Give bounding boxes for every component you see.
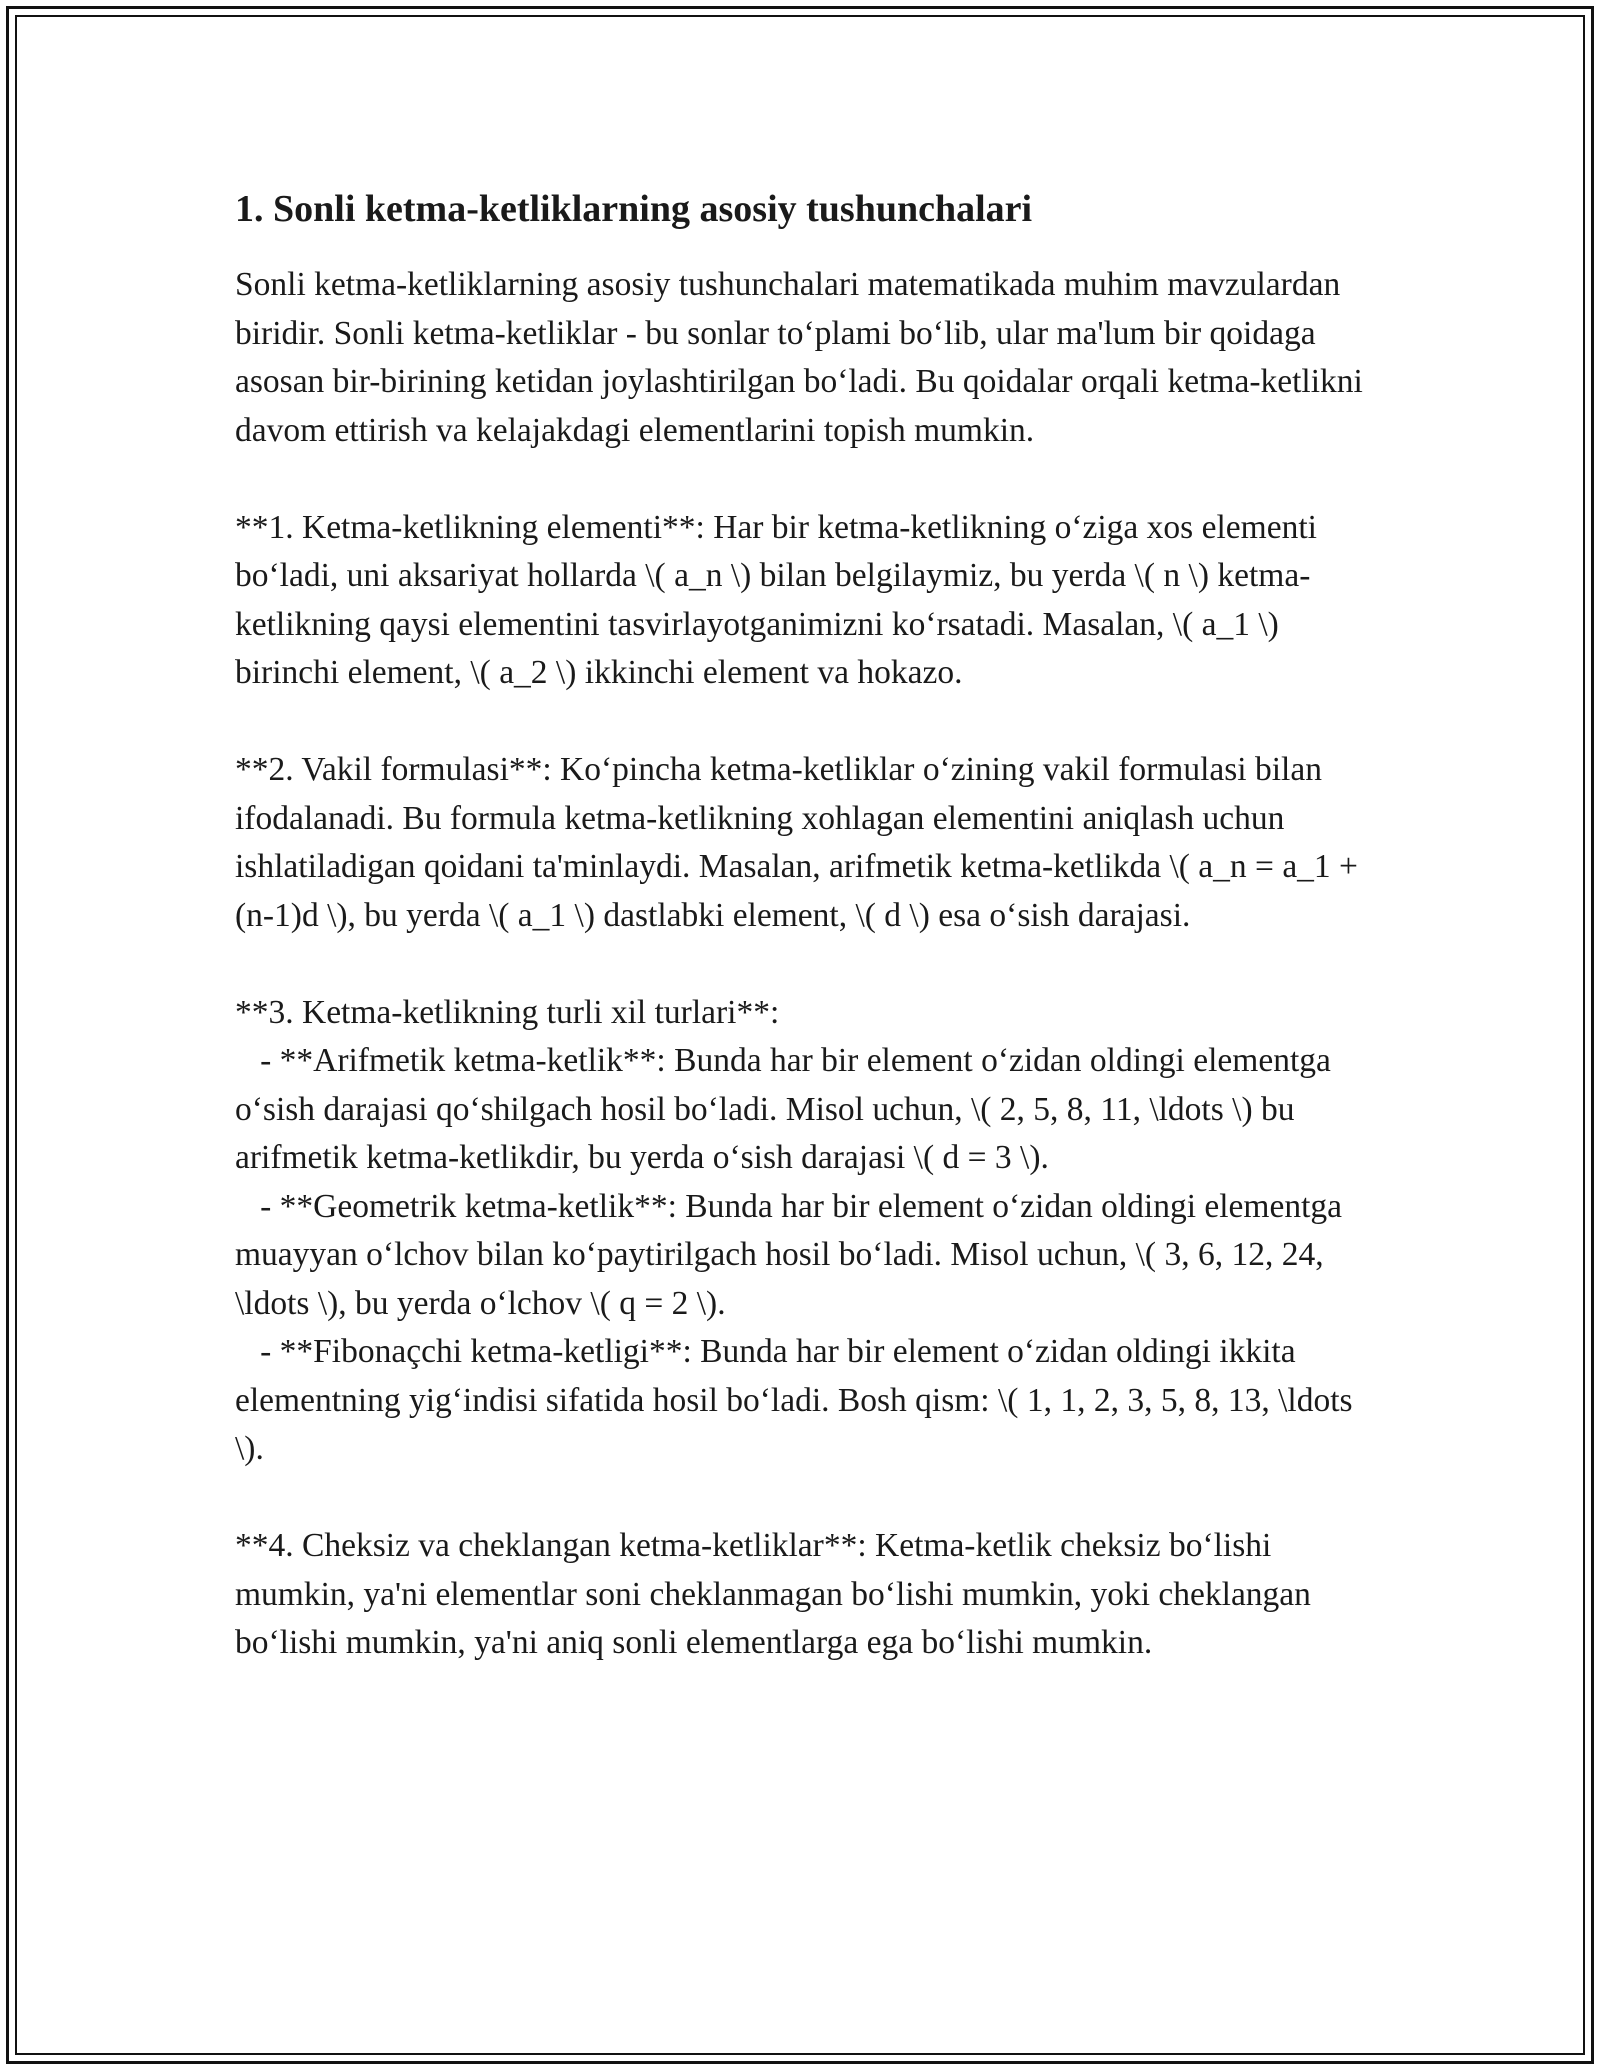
document-content bbox=[235, 185, 1365, 1668]
body-text: Sonli ketma-ketliklarning asosiy tushunchalari matematikada muhim mavzulardan biridir. Sonli ketma-ketliklar - bu sonlar to‘plami bo‘lib, ular ma'lum bir qoidaga asosan bir-birining ketidan joylashtirilgan bo‘ladi. Bu qoidalar orqali ketma-ketlikni davom ettirish va kelajakdagi elementlarini topish mumkin. **1. Ketma-ketlikning elementi**: Har bir ketma-ketlikning o‘ziga xos elementi bo‘ladi, uni aksariyat hollarda \( a_n \) bilan belgilaymiz, bu yerda \( n \) ketma-ketlikning qaysi elementini tasvirlayotganimizni ko‘rsatadi. Masalan, \( a_1 \) birinchi element, \( a_2 \) ikkinchi element va hokazo. **2. Vakil formulasi**: Ko‘pincha ketma-ketliklar o‘zining vakil formulasi bilan ifodalanadi. Bu formula ketma-ketlikning xohlagan elementini aniqlash uchun ishlatiladigan qoidani ta'minlaydi. Masalan, arifmetik ketma-ketlikda \( a_n = a_1 + (n-1)d \), bu yerda \( a_1 \) dastlabki element, \( d \) esa o‘sish darajasi. **3. Ketma-ketlikning turli xil turlari**: - **Arifmetik ketma-ketlik**: Bunda har bir element o‘zidan oldingi elementga o‘sish darajasi qo‘shilgach hosil bo‘ladi. Misol uchun, \( 2, 5, 8, 11, \ldots \) bu arifmetik ketma-ketlikdir, bu yerda o‘sish darajasi \( d = 3 \). - **Geometrik ketma-ketlik**: Bunda har bir element o‘zidan oldingi elementga muayyan o‘lchov bilan ko‘paytirilgach hosil bo‘ladi. Misol uchun, \( 3, 6, 12, 24, \ldots \), bu yerda o‘lchov \( q = 2 \). - **Fibonaçchi ketma-ketligi**: Bunda har bir element o‘zidan oldingi ikkita elementning yig‘indisi sifatida hosil bo‘ladi. Bosh qism: \( 1, 1, 2, 3, 5, 8, 13, \ldots \). **4. Cheksiz va cheklangan ketma-ketliklar**: Ketma-ketlik cheksiz bo‘lishi mumkin, ya'ni elementlar soni cheklanmagan bo‘lishi mumkin, yoki cheklangan bo‘lishi mumkin, ya'ni aniq sonli elementlarga ega bo‘lishi mumkin. bbox=[235, 266, 1363, 1661]
section-title: 1. Sonli ketma-ketliklarning asosiy tushunchalari bbox=[235, 188, 1033, 230]
